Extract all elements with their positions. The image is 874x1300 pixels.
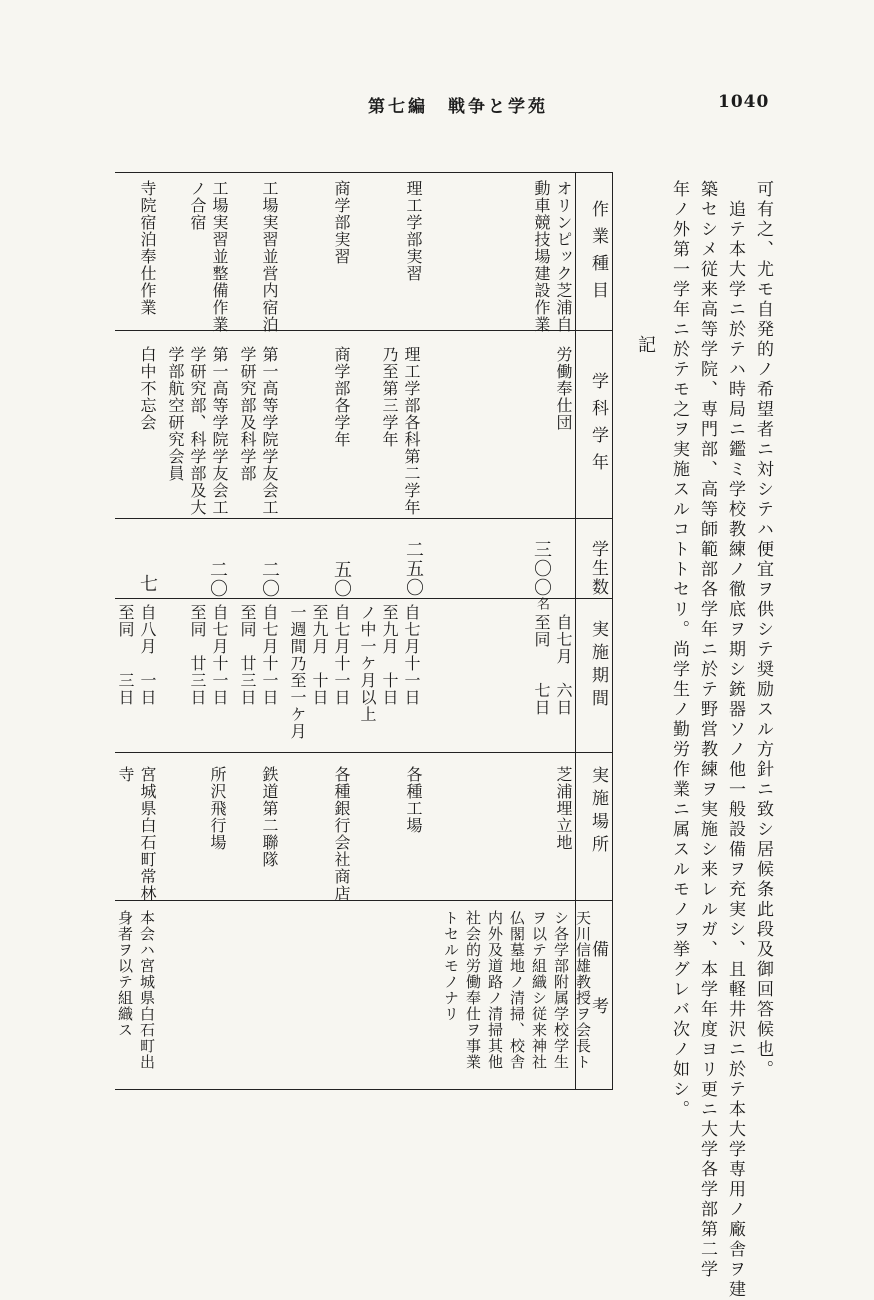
row5-place: 所沢飛行場	[208, 766, 227, 851]
header-dept: 学科学年	[588, 372, 608, 480]
row2-work: 理工学部実習	[404, 180, 423, 282]
row1-count: 三〇〇名	[531, 540, 552, 611]
page-number: 1040	[718, 92, 770, 112]
table-top-rule	[115, 172, 613, 173]
col-divider-5	[115, 900, 613, 901]
row3-dept: 商学部各学年	[332, 346, 351, 448]
col-divider-4	[115, 752, 613, 753]
row2-period: 自七月十一日 至九月 十日 ノ中一ケ月以上	[358, 604, 421, 723]
row3-work: 商学部実習	[332, 180, 351, 265]
row5-dept: 第一高等学院学友会工 学研究部、科学部及大 学部航空研究会員	[166, 346, 229, 516]
header-notes: 備考	[588, 940, 608, 1054]
row1-period: 自七月 六日 至同 七日	[532, 614, 573, 716]
row1-place: 芝浦埋立地	[554, 766, 573, 851]
body-line-3: 築セシメ従来高等学院、専門部、高等師範部各学年ニ於テ野営教練ヲ実施シ来レルガ、本学年度ヨリ更ニ大学各学部第二学	[697, 180, 717, 1280]
header-place: 実施場所	[588, 766, 608, 858]
row5-count: 二〇	[207, 560, 228, 598]
row3-place: 各種銀行会社商店	[332, 766, 351, 902]
row4-place: 鉄道第二聯隊	[260, 766, 279, 868]
row6-place: 宮城県白石町常林 寺	[116, 766, 157, 902]
row5-period: 自七月十一日 至同 廿三日	[188, 604, 229, 706]
body-line-4: 年ノ外第一学年ニ於テモ之ヲ実施スルコトトセリ。尚学生ノ勤労作業ニ属スルモノヲ挙グレバ次ノ如シ。	[669, 180, 689, 1120]
row1-notes: 天川信雄教授ヲ会長ト シ各学部附属学校学生 ヲ以テ組織シ従来神社 仏閣墓地ノ清掃、校舎 内外及道路ノ清掃其他 社会的労働奉仕ヲ事業 トセルモノナリ	[442, 910, 592, 1070]
header-count: 学生数	[588, 540, 608, 597]
chapter-title: 第七編 戦争と学苑	[368, 97, 548, 117]
body-line-2: 追テ本大学ニ於テハ時局ニ鑑ミ学校教練ノ徹底ヲ期シ銃器ソノ他一般設備ヲ充実シ、且軽井沢ニ於テ本大学専用ノ廠舎ヲ建	[725, 200, 745, 1300]
row6-notes: 本会ハ宮城県白石町出 身者ヲ以テ組織ス	[116, 910, 156, 1070]
row2-dept: 理工学部各科第二学年 乃至第三学年	[380, 346, 421, 516]
row5-work: 工場実習並整備作業 ノ合宿	[188, 180, 229, 333]
row4-count: 二〇	[259, 560, 280, 598]
table-right-rule	[612, 172, 613, 1090]
row1-work: オリンピック芝浦自 動車競技場建設作業	[532, 180, 573, 333]
col-divider-2	[115, 518, 613, 519]
row2-place: 各種工場	[404, 766, 423, 834]
row4-work: 工場実習並営内宿泊	[260, 180, 279, 333]
table-bottom-rule	[115, 1089, 613, 1090]
row4-dept: 第一高等学院学友会工 学研究部及科学部	[238, 346, 279, 516]
row2-count: 二五〇	[403, 540, 424, 597]
row3-count: 五〇	[331, 560, 352, 598]
row6-period: 自八月 一日 至同 三日	[116, 604, 157, 706]
ki-heading: 記	[635, 335, 656, 353]
header-period: 実施期間	[588, 620, 608, 712]
row3-period: 自七月十一日 至九月 十日 一週間乃至一ケ月	[288, 604, 351, 740]
row6-dept: 白中不忘会	[138, 346, 157, 431]
header-work: 作業種目	[588, 200, 608, 308]
row1-dept: 労働奉仕団	[554, 346, 573, 431]
body-line-1: 可有之、尤モ自発的ノ希望者ニ対シテハ便宜ヲ供シテ奨励スル方針ニ致シ居候条此段及御回答候也。	[753, 180, 773, 1080]
row6-work: 寺院宿泊奉仕作業	[138, 180, 157, 316]
row4-period: 自七月十一日 至同 廿三日	[238, 604, 279, 706]
row6-count: 七	[137, 574, 158, 593]
